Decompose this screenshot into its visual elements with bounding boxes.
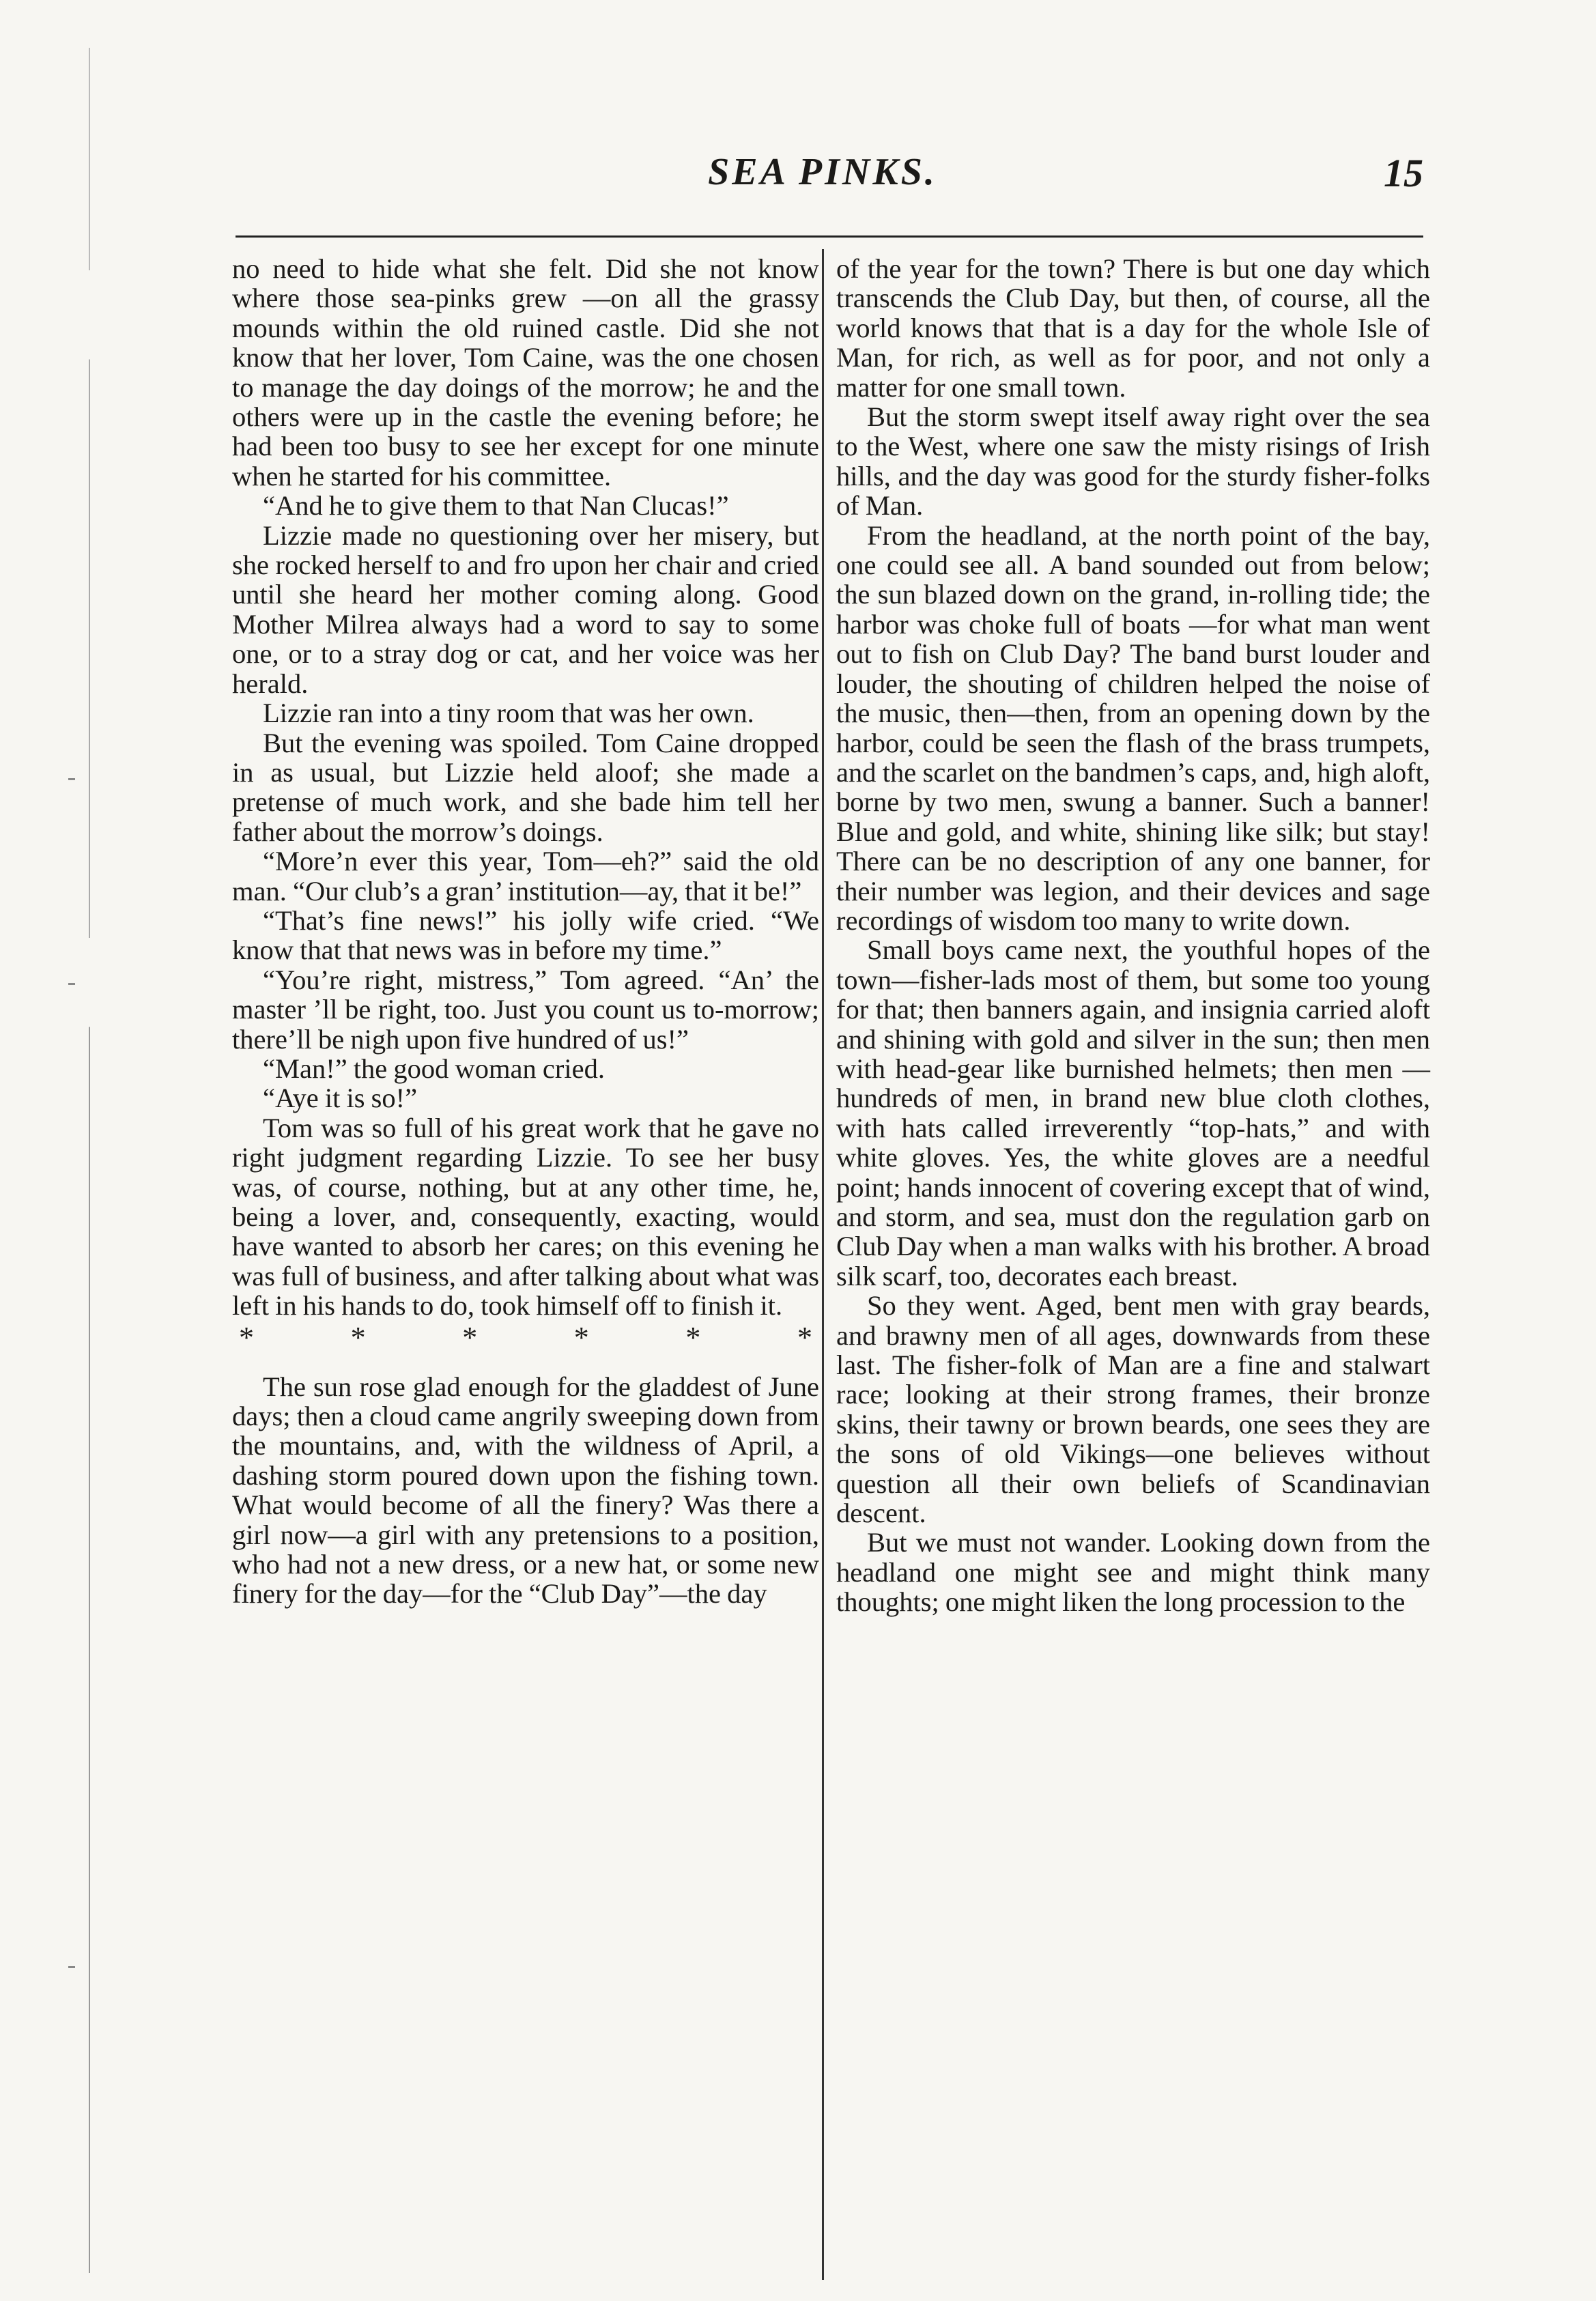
paragraph: But we must not wander. Looking down from the headland one might see and might think many thoughts; one might liken the long procession to the bbox=[836, 1527, 1430, 1618]
section-separator bbox=[232, 1321, 819, 1358]
paragraph: But the storm swept itself away right over the sea to the West, where one saw the misty risings of Irish hills, and the day was good for the sturdy fisher-folks of Man. bbox=[836, 401, 1430, 521]
paragraph: “More’n ever this year, Tom—eh?” said the old man. “Our club’s a gran’ institution—ay, that it be!” bbox=[232, 846, 819, 906]
separator-star: * bbox=[239, 1320, 254, 1354]
separator-star: * bbox=[462, 1320, 478, 1354]
right-column bbox=[836, 254, 1430, 1617]
paragraph: “Man!” the good woman cried. bbox=[263, 1053, 605, 1084]
column-divider bbox=[822, 249, 824, 2280]
paragraph: “And he to give them to that Nan Clucas!” bbox=[263, 490, 729, 521]
page-header bbox=[222, 137, 1423, 218]
left-column bbox=[232, 254, 819, 1609]
paragraph: of the year for the town? There is but one day which transcends the Club Day, but then, of course, all the world knows that that is a day for the whole Isle of Man, for rich, as well as for poor, and not only a matter for one small town. bbox=[836, 253, 1430, 403]
paragraph: “Aye it is so!” bbox=[263, 1083, 418, 1114]
paragraph: Lizzie ran into a tiny room that was her own. bbox=[263, 698, 754, 729]
margin-mark bbox=[68, 778, 75, 780]
margin-mark bbox=[68, 1966, 75, 1968]
paragraph: Small boys came next, the youthful hopes of the town—fisher-lads most of them, but some too young for that; then banners again, and insignia carried aloft and shining with gold and silver in the sun; then men with head-gear like burnished helmets; then men —hundreds of men, in brand new blue cloth clothes, with hats called irreverently “top-hats,” and with white gloves. Yes, the white gloves are a needful point; hands innocent of covering except that of wind, and storm, and sea, must don the regulation garb on Club Day when a man walks with his brother. A broad silk scarf, too, decorates each breast. bbox=[836, 934, 1430, 1291]
page-number: 15 bbox=[1384, 151, 1423, 195]
margin-mark bbox=[68, 983, 75, 985]
separator-star: * bbox=[685, 1320, 701, 1354]
paragraph: Lizzie made no questioning over her misery, but she rocked herself to and fro upon her chair and cried until she heard her mother coming along. Good Mother Milrea always had a word to say to some one, or to a stray dog or cat, and her voice was her herald. bbox=[232, 519, 819, 699]
separator-star: * bbox=[573, 1320, 589, 1354]
paragraph: But the evening was spoiled. Tom Caine dropped in as usual, but Lizzie held aloof; she made a pretense of much work, and she bade him tell her father about the morrow’s doings. bbox=[232, 727, 819, 847]
paragraph: The sun rose glad enough for the gladdest of June days; then a cloud came angrily sweeping down from the mountains, and, with the wildness of April, a dashing storm poured down upon the fishing town. What would become of all the finery? Was there a girl now—a girl with any pretensions to a position, who had not a new dress, or a new hat, or some new finery for the day—for the “Club Day”—the day bbox=[232, 1371, 819, 1610]
paragraph: “You’re right, mistress,” Tom agreed. “An’ the master ’ll be right, too. Just you count us to-morrow; there’ll be nigh upon five hundred of us!” bbox=[232, 964, 819, 1055]
paragraph: So they went. Aged, bent men with gray beards, and brawny men of all ages, downwards from these last. The fisher-folk of Man are a fine and stalwart race; looking at their strong frames, their bronze skins, their tawny or brown beards, one sees they are the sons of old Vikings—one believes without question all their own beliefs of Scandinavian descent. bbox=[836, 1290, 1430, 1529]
running-title: SEA PINKS. bbox=[708, 151, 937, 193]
separator-star: * bbox=[797, 1320, 812, 1354]
paragraph: Tom was so full of his great work that he gave no right judgment regarding Lizzie. To see her busy was, of course, nothing, but at any other time, he, being a lover, and, consequently, exacting, would have wanted to absorb her cares; on this evening he was full of business, and after talking about what was left in his hands to do, took himself off to finish it. bbox=[232, 1112, 819, 1321]
paragraph: “That’s fine news!” his jolly wife cried. “We know that that news was in before my time.” bbox=[232, 904, 819, 966]
paragraph: no need to hide what she felt. Did she not know where those sea-pinks grew —on all the grassy mounds within the old ruined castle. Did she not know that her lover, Tom Caine, was the one chosen to manage the day doings of the morrow; he and the others were up in the castle the evening before; he had been too busy to see her except for one minute when he started for his committee. bbox=[232, 253, 819, 491]
header-rule bbox=[236, 235, 1423, 238]
binding-edge-line bbox=[89, 48, 90, 2273]
paragraph: From the headland, at the north point of the bay, one could see all. A band sounded out from below; the sun blazed down on the grand, in-rolling tide; the harbor was choke full of boats —for what man went out to fish on Club Day? The band burst louder and louder, the shouting of children helped the noise of the music, then—then, from an opening down by the harbor, could be seen the flash of the brass trumpets, and the scarlet on the bandmen’s caps, and, high aloft, borne by two men, swung a banner. Such a banner! Blue and gold, and white, shining like silk; but stay! There can be no description of any one banner, for their number was legion, and their devices and sage recordings of wisdom too many to write down. bbox=[836, 519, 1430, 936]
separator-star: * bbox=[350, 1320, 366, 1354]
